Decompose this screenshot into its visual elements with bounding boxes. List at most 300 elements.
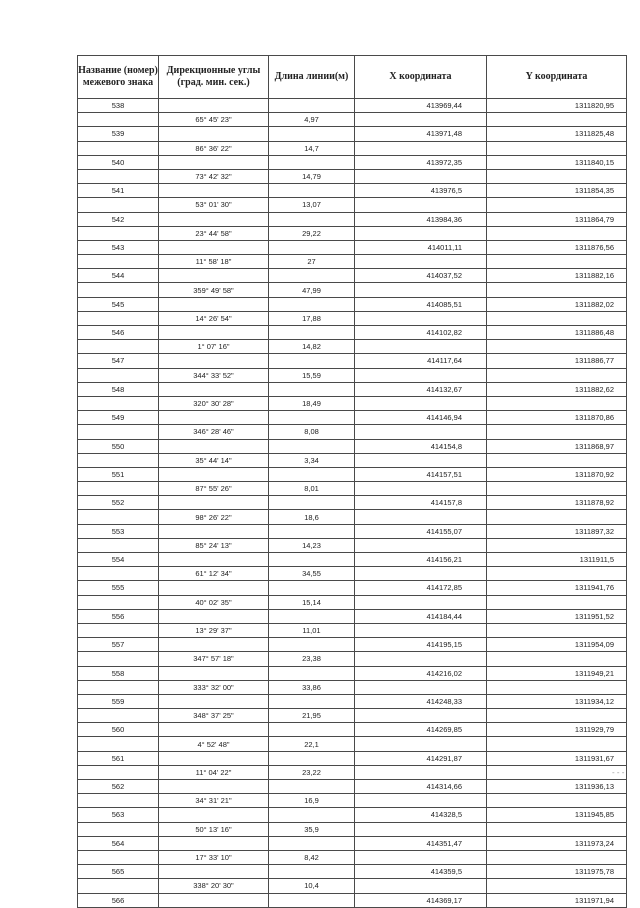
y-coordinate: 1311820,95	[487, 99, 627, 113]
empty-cell	[487, 311, 627, 325]
point-row	[78, 382, 627, 396]
line-length: 21,95	[269, 709, 355, 723]
empty-cell	[487, 567, 627, 581]
x-coordinate: 414146,94	[355, 411, 487, 425]
empty-cell	[78, 850, 159, 864]
y-coordinate: 1311936,13	[487, 780, 627, 794]
line-length: 35,9	[269, 822, 355, 836]
x-coordinate: 414172,85	[355, 581, 487, 595]
segment-row	[78, 255, 627, 269]
line-length: 15,14	[269, 595, 355, 609]
empty-cell	[78, 311, 159, 325]
x-coordinate: 413969,44	[355, 99, 487, 113]
point-name: 556	[78, 609, 159, 623]
empty-cell	[159, 240, 269, 254]
empty-cell	[355, 255, 487, 269]
empty-cell	[487, 510, 627, 524]
point-name: 543	[78, 240, 159, 254]
point-row	[78, 155, 627, 169]
x-coordinate: 414184,44	[355, 609, 487, 623]
empty-cell	[159, 524, 269, 538]
empty-cell	[487, 482, 627, 496]
empty-cell	[159, 865, 269, 879]
point-row	[78, 411, 627, 425]
direction-angle: 40° 02' 35"	[159, 595, 269, 609]
line-length: 14,7	[269, 141, 355, 155]
empty-cell	[355, 283, 487, 297]
empty-cell	[355, 425, 487, 439]
line-length: 11,01	[269, 623, 355, 637]
segment-row	[78, 652, 627, 666]
empty-cell	[269, 808, 355, 822]
point-row	[78, 439, 627, 453]
empty-cell	[487, 794, 627, 808]
x-coordinate: 414117,64	[355, 354, 487, 368]
point-row	[78, 212, 627, 226]
empty-cell	[355, 623, 487, 637]
segment-row	[78, 283, 627, 297]
point-name: 566	[78, 893, 159, 907]
point-row	[78, 865, 627, 879]
point-name: 541	[78, 184, 159, 198]
segment-row	[78, 396, 627, 410]
empty-cell	[487, 396, 627, 410]
empty-cell	[159, 326, 269, 340]
point-name: 554	[78, 553, 159, 567]
empty-cell	[159, 269, 269, 283]
empty-cell	[78, 482, 159, 496]
point-name: 540	[78, 155, 159, 169]
empty-cell	[159, 609, 269, 623]
segment-row	[78, 737, 627, 751]
y-coordinate: 1311886,77	[487, 354, 627, 368]
line-length: 4,97	[269, 113, 355, 127]
line-length: 8,42	[269, 850, 355, 864]
line-length: 3,34	[269, 453, 355, 467]
segment-row	[78, 368, 627, 382]
empty-cell	[487, 198, 627, 212]
segment-row	[78, 340, 627, 354]
direction-angle: 86° 36' 22"	[159, 141, 269, 155]
line-length: 14,82	[269, 340, 355, 354]
segment-row	[78, 113, 627, 127]
empty-cell	[78, 567, 159, 581]
direction-angle: 98° 26' 22"	[159, 510, 269, 524]
direction-angle: 348° 37' 25"	[159, 709, 269, 723]
direction-angle: 17° 33' 10"	[159, 850, 269, 864]
segment-row	[78, 510, 627, 524]
y-coordinate: 1311931,67	[487, 751, 627, 765]
empty-cell	[269, 751, 355, 765]
empty-cell	[355, 198, 487, 212]
empty-cell	[269, 609, 355, 623]
empty-cell	[159, 638, 269, 652]
x-coordinate: 413972,35	[355, 155, 487, 169]
empty-cell	[355, 850, 487, 864]
segment-row	[78, 482, 627, 496]
empty-cell	[78, 879, 159, 893]
direction-angle: 34° 31' 21"	[159, 794, 269, 808]
empty-cell	[78, 623, 159, 637]
line-length: 13,07	[269, 198, 355, 212]
segment-row	[78, 141, 627, 155]
point-row	[78, 581, 627, 595]
y-coordinate: 1311878,92	[487, 496, 627, 510]
x-coordinate: 413971,48	[355, 127, 487, 141]
point-row	[78, 127, 627, 141]
empty-cell	[78, 765, 159, 779]
empty-cell	[159, 467, 269, 481]
point-name: 548	[78, 382, 159, 396]
empty-cell	[78, 283, 159, 297]
direction-angle: 346° 28' 46"	[159, 425, 269, 439]
line-length: 23,22	[269, 765, 355, 779]
empty-cell	[269, 326, 355, 340]
x-coordinate: 414102,82	[355, 326, 487, 340]
empty-cell	[355, 709, 487, 723]
point-row	[78, 524, 627, 538]
direction-angle: 344° 33' 52"	[159, 368, 269, 382]
empty-cell	[487, 425, 627, 439]
point-name: 551	[78, 467, 159, 481]
empty-cell	[355, 822, 487, 836]
empty-cell	[159, 127, 269, 141]
empty-cell	[487, 680, 627, 694]
point-row	[78, 326, 627, 340]
empty-cell	[269, 382, 355, 396]
direction-angle: 13° 29' 37"	[159, 623, 269, 637]
point-row	[78, 751, 627, 765]
segment-row	[78, 680, 627, 694]
direction-angle: 11° 04' 22"	[159, 765, 269, 779]
y-coordinate: 1311854,35	[487, 184, 627, 198]
segment-row	[78, 794, 627, 808]
empty-cell	[78, 510, 159, 524]
y-coordinate: 1311911,5	[487, 553, 627, 567]
segment-row	[78, 453, 627, 467]
empty-cell	[159, 808, 269, 822]
line-length: 17,88	[269, 311, 355, 325]
empty-cell	[159, 297, 269, 311]
direction-angle: 50° 13' 16"	[159, 822, 269, 836]
empty-cell	[78, 425, 159, 439]
point-name: 558	[78, 666, 159, 680]
point-row	[78, 893, 627, 907]
empty-cell	[78, 113, 159, 127]
point-name: 545	[78, 297, 159, 311]
direction-angle: 320° 30' 28"	[159, 396, 269, 410]
direction-angle: 23° 44' 58"	[159, 226, 269, 240]
empty-cell	[269, 240, 355, 254]
empty-cell	[355, 879, 487, 893]
empty-cell	[159, 694, 269, 708]
point-row	[78, 723, 627, 737]
empty-cell	[487, 595, 627, 609]
empty-cell	[487, 453, 627, 467]
point-name: 559	[78, 694, 159, 708]
y-coordinate: 1311934,12	[487, 694, 627, 708]
y-coordinate: 1311945,85	[487, 808, 627, 822]
scan-artifact: - - -	[612, 768, 625, 777]
line-length: 10,4	[269, 879, 355, 893]
y-coordinate: 1311929,79	[487, 723, 627, 737]
empty-cell	[269, 155, 355, 169]
point-row	[78, 780, 627, 794]
empty-cell	[487, 652, 627, 666]
point-name: 549	[78, 411, 159, 425]
empty-cell	[78, 340, 159, 354]
x-coordinate: 414157,51	[355, 467, 487, 481]
empty-cell	[355, 567, 487, 581]
x-coordinate: 414155,07	[355, 524, 487, 538]
empty-cell	[78, 595, 159, 609]
empty-cell	[78, 652, 159, 666]
x-coordinate: 414195,15	[355, 638, 487, 652]
empty-cell	[78, 169, 159, 183]
empty-cell	[269, 524, 355, 538]
x-coordinate: 414216,02	[355, 666, 487, 680]
line-length: 33,86	[269, 680, 355, 694]
point-name: 538	[78, 99, 159, 113]
empty-cell	[355, 113, 487, 127]
empty-cell	[159, 496, 269, 510]
point-row	[78, 467, 627, 481]
empty-cell	[78, 198, 159, 212]
empty-cell	[487, 169, 627, 183]
y-coordinate: 1311954,09	[487, 638, 627, 652]
empty-cell	[269, 439, 355, 453]
y-coordinate: 1311886,48	[487, 326, 627, 340]
empty-cell	[78, 709, 159, 723]
empty-cell	[269, 865, 355, 879]
point-name: 552	[78, 496, 159, 510]
empty-cell	[159, 723, 269, 737]
point-row	[78, 666, 627, 680]
empty-cell	[269, 553, 355, 567]
point-name: 557	[78, 638, 159, 652]
empty-cell	[355, 169, 487, 183]
direction-angle: 347° 57' 18"	[159, 652, 269, 666]
segment-row	[78, 595, 627, 609]
empty-cell	[159, 411, 269, 425]
x-coordinate: 414154,8	[355, 439, 487, 453]
point-name: 553	[78, 524, 159, 538]
point-name: 561	[78, 751, 159, 765]
point-row	[78, 297, 627, 311]
y-coordinate: 1311868,97	[487, 439, 627, 453]
empty-cell	[487, 623, 627, 637]
segment-row	[78, 425, 627, 439]
point-name: 560	[78, 723, 159, 737]
line-length: 15,59	[269, 368, 355, 382]
empty-cell	[355, 737, 487, 751]
x-coordinate: 413984,36	[355, 212, 487, 226]
empty-cell	[159, 382, 269, 396]
y-coordinate: 1311897,32	[487, 524, 627, 538]
empty-cell	[78, 822, 159, 836]
empty-cell	[159, 155, 269, 169]
point-name: 550	[78, 439, 159, 453]
header-x: X координата	[355, 56, 487, 99]
segment-row	[78, 226, 627, 240]
line-length: 14,79	[269, 169, 355, 183]
x-coordinate: 414351,47	[355, 836, 487, 850]
line-length: 18,6	[269, 510, 355, 524]
empty-cell	[78, 368, 159, 382]
empty-cell	[269, 212, 355, 226]
point-row	[78, 609, 627, 623]
empty-cell	[159, 439, 269, 453]
line-length: 14,23	[269, 538, 355, 552]
x-coordinate: 413976,5	[355, 184, 487, 198]
direction-angle: 61° 12' 34"	[159, 567, 269, 581]
empty-cell	[355, 595, 487, 609]
empty-cell	[269, 467, 355, 481]
y-coordinate: 1311882,16	[487, 269, 627, 283]
header-name: Название (номер) межевого знака	[78, 56, 159, 99]
segment-row	[78, 567, 627, 581]
empty-cell	[159, 99, 269, 113]
point-name: 546	[78, 326, 159, 340]
table-body	[78, 99, 627, 908]
empty-cell	[269, 184, 355, 198]
empty-cell	[487, 340, 627, 354]
point-row	[78, 836, 627, 850]
segment-row	[78, 709, 627, 723]
x-coordinate: 414132,67	[355, 382, 487, 396]
empty-cell	[269, 99, 355, 113]
point-name: 555	[78, 581, 159, 595]
direction-angle: 85° 24' 13"	[159, 538, 269, 552]
y-coordinate: 1311973,24	[487, 836, 627, 850]
point-name: 562	[78, 780, 159, 794]
segment-row	[78, 850, 627, 864]
empty-cell	[78, 680, 159, 694]
empty-cell	[269, 694, 355, 708]
point-name: 544	[78, 269, 159, 283]
line-length: 23,38	[269, 652, 355, 666]
point-row	[78, 553, 627, 567]
line-length: 22,1	[269, 737, 355, 751]
empty-cell	[269, 836, 355, 850]
point-row	[78, 638, 627, 652]
point-row	[78, 808, 627, 822]
y-coordinate: 1311941,76	[487, 581, 627, 595]
point-name: 547	[78, 354, 159, 368]
point-row	[78, 694, 627, 708]
point-row	[78, 269, 627, 283]
y-coordinate: 1311864,79	[487, 212, 627, 226]
empty-cell	[487, 709, 627, 723]
direction-angle: 11° 58' 18"	[159, 255, 269, 269]
segment-row	[78, 822, 627, 836]
y-coordinate: 1311870,86	[487, 411, 627, 425]
y-coordinate: 1311975,78	[487, 865, 627, 879]
direction-angle: 35° 44' 14"	[159, 453, 269, 467]
y-coordinate: 1311870,92	[487, 467, 627, 481]
empty-cell	[269, 780, 355, 794]
direction-angle: 1° 07' 16"	[159, 340, 269, 354]
empty-cell	[487, 255, 627, 269]
point-name: 542	[78, 212, 159, 226]
empty-cell	[355, 453, 487, 467]
empty-cell	[355, 538, 487, 552]
point-row	[78, 184, 627, 198]
empty-cell	[487, 737, 627, 751]
empty-cell	[159, 751, 269, 765]
point-name: 564	[78, 836, 159, 850]
empty-cell	[159, 184, 269, 198]
x-coordinate: 414291,87	[355, 751, 487, 765]
x-coordinate: 414156,21	[355, 553, 487, 567]
line-length: 16,9	[269, 794, 355, 808]
empty-cell	[269, 666, 355, 680]
empty-cell	[159, 581, 269, 595]
empty-cell	[487, 113, 627, 127]
empty-cell	[78, 453, 159, 467]
empty-cell	[487, 538, 627, 552]
empty-cell	[487, 850, 627, 864]
segment-row	[78, 169, 627, 183]
line-length: 18,49	[269, 396, 355, 410]
empty-cell	[355, 510, 487, 524]
empty-cell	[355, 482, 487, 496]
empty-cell	[269, 297, 355, 311]
line-length: 47,99	[269, 283, 355, 297]
direction-angle: 338° 20' 30"	[159, 879, 269, 893]
x-coordinate: 414314,66	[355, 780, 487, 794]
empty-cell	[269, 269, 355, 283]
line-length: 34,55	[269, 567, 355, 581]
x-coordinate: 414011,11	[355, 240, 487, 254]
empty-cell	[487, 879, 627, 893]
line-length: 27	[269, 255, 355, 269]
x-coordinate: 414037,52	[355, 269, 487, 283]
empty-cell	[355, 340, 487, 354]
segment-row	[78, 765, 627, 779]
direction-angle: 53° 01' 30"	[159, 198, 269, 212]
empty-cell	[269, 127, 355, 141]
point-name: 539	[78, 127, 159, 141]
empty-cell	[487, 765, 627, 779]
segment-row	[78, 623, 627, 637]
direction-angle: 4° 52' 48"	[159, 737, 269, 751]
point-row	[78, 99, 627, 113]
empty-cell	[269, 411, 355, 425]
empty-cell	[78, 255, 159, 269]
empty-cell	[269, 893, 355, 907]
point-row	[78, 496, 627, 510]
x-coordinate: 414328,5	[355, 808, 487, 822]
empty-cell	[355, 141, 487, 155]
empty-cell	[78, 226, 159, 240]
y-coordinate: 1311882,02	[487, 297, 627, 311]
direction-angle: 87° 55' 26"	[159, 482, 269, 496]
x-coordinate: 414157,8	[355, 496, 487, 510]
empty-cell	[355, 765, 487, 779]
segment-row	[78, 311, 627, 325]
empty-cell	[269, 723, 355, 737]
table-header-row	[78, 56, 627, 99]
point-row	[78, 354, 627, 368]
segment-row	[78, 538, 627, 552]
empty-cell	[355, 368, 487, 382]
empty-cell	[355, 680, 487, 694]
x-coordinate: 414269,85	[355, 723, 487, 737]
line-length: 8,01	[269, 482, 355, 496]
y-coordinate: 1311882,62	[487, 382, 627, 396]
x-coordinate: 414248,33	[355, 694, 487, 708]
